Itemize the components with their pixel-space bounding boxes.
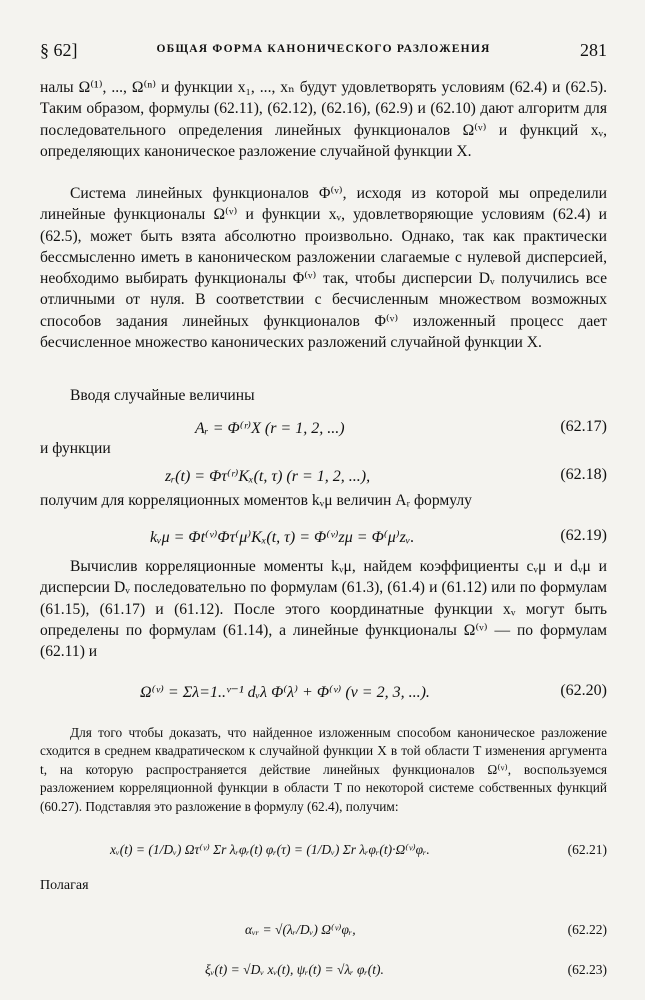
equation-formula: αᵥᵣ = √(λᵣ/Dᵥ) Ω⁽ᵛ⁾φᵣ,	[245, 922, 356, 937]
equation-formula: zᵣ(t) = Φτ⁽ʳ⁾Kₓ(t, τ) (r = 1, 2, ...),	[165, 468, 371, 485]
paragraph-3: Вводя случайные величины	[70, 387, 255, 404]
equation-number: (62.23)	[567, 962, 607, 977]
paragraph-7: Для того чтобы доказать, что найденное изложенным способом каноническое разложение сходится в среднем квадратическом к случайной функции X в той области T изменения аргумента t, на которую распространяется действие линейных функционалов Ω⁽ᵛ⁾, воспользуемся разложением корреляционной функции в области T по некоторой системе собственных функций (60.27). Подставляя это разложение в формулу (62.4), получим:	[40, 725, 607, 814]
equation-formula: kᵥμ = Φt⁽ᵛ⁾Φτ⁽μ⁾Kₓ(t, τ) = Φ⁽ᵛ⁾zμ = Φ⁽μ⁾zᵥ.	[150, 529, 415, 546]
paragraph-6: Вычислив корреляционные моменты kᵥμ, найдем коэффициенты cᵥμ и dᵥμ и дисперсии Dᵥ последовательно по формулам (61.3), (61.4) и (61.12) или по формулам (61.15), (61.17) и (61.12). После этого координатные функции xᵥ могут быть определены по формулам (61.14), а линейные функционалы Ω⁽ᵛ⁾ — по формулам (62.11) и	[40, 558, 607, 661]
running-header	[40, 40, 607, 64]
equation-formula: ξᵥ(t) = √Dᵥ xᵥ(t), ψᵣ(t) = √λᵣ φᵣ(t).	[205, 962, 384, 977]
equation-62-19	[40, 527, 607, 553]
equation-number: (62.21)	[567, 842, 607, 857]
section-number: § 62]	[40, 40, 78, 60]
equation-number: (62.22)	[567, 922, 607, 937]
equation-number: (62.18)	[560, 466, 607, 483]
equation-number: (62.19)	[560, 527, 607, 544]
paragraph-5: получим для корреляционных моментов kᵥμ величин Aᵣ формулу	[40, 492, 472, 509]
running-title: ОБЩАЯ ФОРМА КАНОНИЧЕСКОГО РАЗЛОЖЕНИЯ	[156, 43, 491, 55]
equation-number: (62.20)	[560, 682, 607, 699]
equation-62-20	[40, 682, 607, 708]
paragraph-2: Система линейных функционалов Φ⁽ᵛ⁾, исходя из которой мы определили линейные функционалы Ω⁽ᵛ⁾ и функции xᵥ, удовлетворяющие условиям (62.4) и (62.5), может быть взята абсолютно произвольно. Однако, так как практически бессмысленно иметь в каноническом разложении слагаемые с нулевой дисперсией, необходимо выбирать функционалы Φ⁽ᵛ⁾ так, чтобы дисперсии Dᵥ получились все отличными от нуля. В соответствии с бесчисленным множеством возможных способов задания линейных функционалов Φ⁽ᵛ⁾ изложенный процесс дает бесчисленное множество канонических разложений случайной функции X.	[40, 185, 607, 352]
equation-62-17	[40, 418, 607, 444]
equation-62-22	[40, 922, 607, 948]
equation-formula: Ω⁽ᵛ⁾ = Σλ=1..ᵛ⁻¹ dᵥλ Φ⁽λ⁾ + Φ⁽ᵛ⁾ (ν = 2, 3, ...).	[140, 684, 430, 701]
paragraph-1: налы Ω⁽¹⁾, ..., Ω⁽ⁿ⁾ и функции x₁, ..., xₙ будут удовлетворять условиям (62.4) и (62.5). Таким образом, формулы (62.11), (62.12), (62.16), (62.9) и (62.10) дают алгоритм для последовательного определения линейных функционалов Ω⁽ᵛ⁾ и функций xᵥ, определяющих каноническое разложение случайной функции X.	[40, 79, 607, 160]
paragraph-8: Полагая	[40, 878, 89, 893]
page-number: 281	[580, 40, 607, 60]
equation-62-23	[40, 962, 607, 988]
equation-formula: xᵥ(t) = (1/Dᵥ) Ωτ⁽ᵛ⁾ Σr λᵣφᵣ(t) φᵣ(τ) = (1/Dᵥ) Σr λᵣφᵣ(t)·Ω⁽ᵛ⁾φᵣ.	[110, 842, 430, 857]
paragraph-4: и функции	[40, 440, 111, 457]
equation-62-21	[40, 842, 607, 868]
equation-number: (62.17)	[560, 418, 607, 435]
equation-formula: Aᵣ = Φ⁽ʳ⁾X (r = 1, 2, ...)	[195, 420, 345, 437]
equation-62-18	[40, 466, 607, 492]
